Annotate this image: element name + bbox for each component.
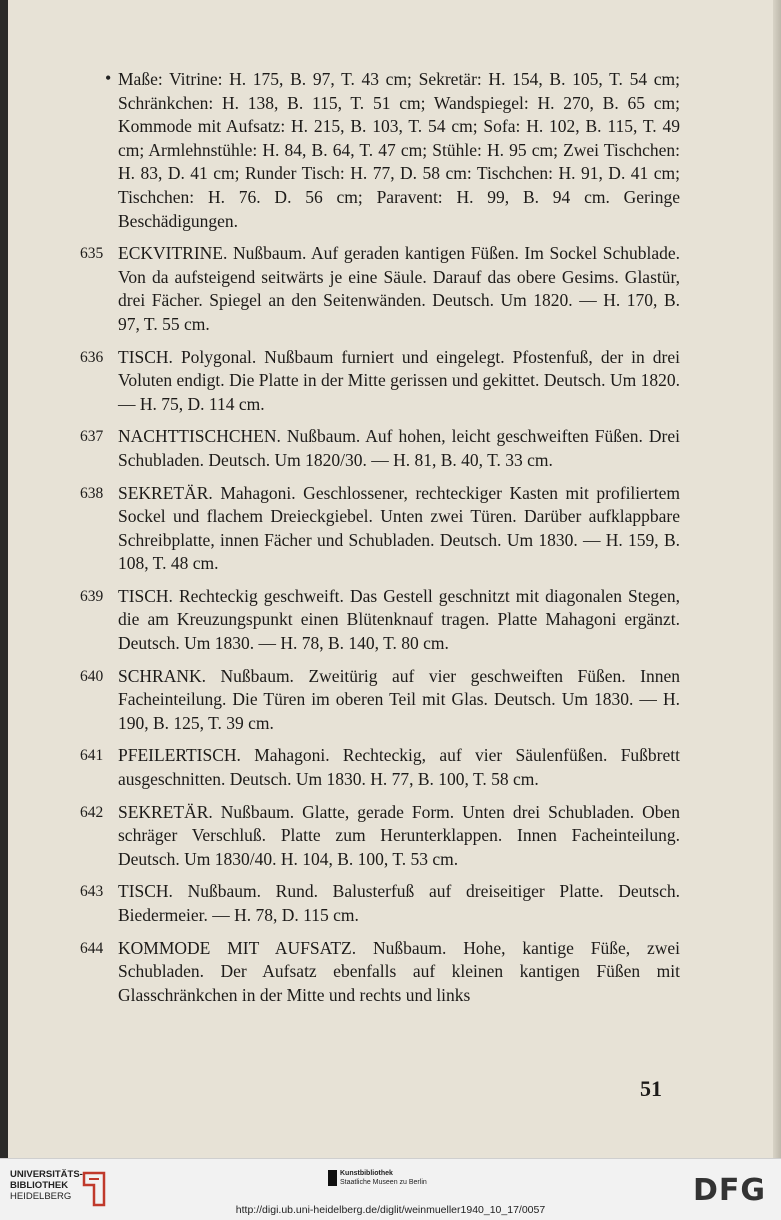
library-line: BIBLIOTHEK <box>10 1180 69 1191</box>
entry-number: 638 <box>80 484 104 502</box>
heidelberg-logo-icon[interactable] <box>80 1169 108 1209</box>
catalog-entry <box>80 801 680 872</box>
catalog-entry <box>80 242 680 336</box>
kunstbibliothek-label[interactable] <box>340 1169 427 1187</box>
catalog-entry <box>80 665 680 736</box>
catalog-entry <box>80 937 680 1008</box>
kb-title: Kunstbibliothek <box>340 1170 393 1177</box>
entry-number: 637 <box>80 428 104 446</box>
catalog-entry <box>80 585 680 656</box>
dimensions-paragraph: Maße: Vitrine: H. 175, B. 97, T. 43 cm; Sekretär: H. 154, B. 105, T. 54 cm; Schränkchen: H. 138, B. 115, T. 51 cm; Wandspiegel: H. 270, B. 65 cm; Kommode mit Aufsatz: H. 215, B. 103, T. 54 cm; Sofa: H. 102, B. 115, T. 49 cm; Armlehnstühle: H. 84, B. 64, T. 47 cm; Stühle: H. 95 cm; Zwei Tischchen: H. 83, D. 41 cm; Runder Tisch: H. 77, D. 58 cm: Tischchen: H. 91, D. 41 cm; Tischchen: H. 76. D. 56 cm; Paravent: H. 99, B. 94 cm. Geringe Beschädigungen. <box>118 69 680 231</box>
catalog-entry <box>80 425 680 472</box>
entry-number: 643 <box>80 883 104 901</box>
catalog-text <box>80 68 680 1016</box>
entry-text: ECKVITRINE. Nußbaum. Auf geraden kantigen Füßen. Im Sockel Schublade. Von da aufsteigend seitwärts je eine Säule. Darauf das obere Gesims. Glastür, drei Fächer. Spiegel an den Seitenwänden. Deutsch. Um 1820. — H. 170, B. 97, T. 55 cm. <box>118 243 680 334</box>
entry-text: KOMMODE MIT AUFSATZ. Nußbaum. Hohe, kantige Füße, zwei Schubladen. Der Aufsatz ebenfalls auf kleinen kantigen Füßen mit Glasschränkchen in der Mitte und rechts und links <box>118 937 680 1005</box>
entry-number: 639 <box>80 587 104 605</box>
entry-text: SEKRETÄR. Mahagoni. Geschlossener, rechteckiger Kasten mit profiliertem Sockel und flachem Dreieckgiebel. Unten zwei Türen. Darüber aufklappbare Schreibplatte, innen Fächer und Schubladen. Deutsch. Um 1830. — H. 159, B. 108, T. 48 cm. <box>118 482 680 574</box>
entry-number: 635 <box>80 245 104 263</box>
bullet-mark: • <box>105 68 112 88</box>
entry-number: 636 <box>80 348 104 366</box>
permalink-url[interactable]: http://digi.ub.uni-heidelberg.de/diglit/weinmueller1940_10_17/0057 <box>235 1204 546 1216</box>
entry-number: 644 <box>80 939 104 957</box>
heidelberg-library-name[interactable] <box>10 1169 83 1202</box>
entry-text: PFEILERTISCH. Mahagoni. Rechteckig, auf vier Säulenfüßen. Fußbrett ausgeschnitten. Deutsch. Um 1830. H. 77, B. 100, T. 58 cm. <box>118 745 680 790</box>
catalog-entry <box>80 482 680 576</box>
entry-text: NACHTTISCHCHEN. Nußbaum. Auf hohen, leicht geschweiften Füßen. Drei Schubladen. Deutsch. Um 1820/30. — H. 81, B. 40, T. 33 cm. <box>118 426 680 470</box>
entry-number: 642 <box>80 803 104 821</box>
page-binding-edge <box>0 0 8 1158</box>
entry-text: TISCH. Polygonal. Nußbaum furniert und eingelegt. Pfostenfuß, der in drei Voluten endigt. Die Platte in der Mitte gerissen und gekittet. Deutsch. Um 1820. — H. 75, D. 114 cm. <box>118 346 680 414</box>
entry-text: TISCH. Nußbaum. Rund. Balusterfuß auf dreiseitiger Platte. Deutsch. Biedermeier. — H. 78, D. 115 cm. <box>118 881 680 925</box>
page-right-edge <box>773 0 781 1158</box>
dfg-logo[interactable]: DFG <box>693 1173 767 1208</box>
kb-subtitle: Staatliche Museen zu Berlin <box>340 1179 427 1186</box>
catalog-entry <box>80 880 680 927</box>
catalog-entry <box>80 346 680 417</box>
library-line: HEIDELBERG <box>10 1191 72 1202</box>
entry-text: TISCH. Rechteckig geschweift. Das Gestell geschnitzt mit diagonalen Stegen, die am Kreuzungspunkt einen Blütenknauf tragen. Platte Mahagoni ergänzt. Deutsch. Um 1830. — H. 78, B. 140, T. 80 cm. <box>118 585 680 654</box>
entry-text: SEKRETÄR. Nußbaum. Glatte, gerade Form. Unten drei Schubladen. Oben schräger Verschluß. Platte zum Herunterklappen. Innen Facheinteilung. Deutsch. Um 1830/40. H. 104, B. 100, T. 53 cm. <box>118 801 680 869</box>
entry-text: SCHRANK. Nußbaum. Zweitürig auf vier geschweiften Füßen. Innen Facheinteilung. Die Türen im oberen Teil mit Glas. Deutsch. Um 1830. — H. 190, B. 125, T. 39 cm. <box>118 665 680 733</box>
catalog-entry <box>80 744 680 791</box>
library-line: UNIVERSITÄTS- <box>10 1169 83 1180</box>
entry-number: 641 <box>80 747 104 765</box>
entry-number: 640 <box>80 667 104 685</box>
kunstbibliothek-logo-icon <box>328 1170 337 1186</box>
page-number: 51 <box>640 1076 662 1101</box>
